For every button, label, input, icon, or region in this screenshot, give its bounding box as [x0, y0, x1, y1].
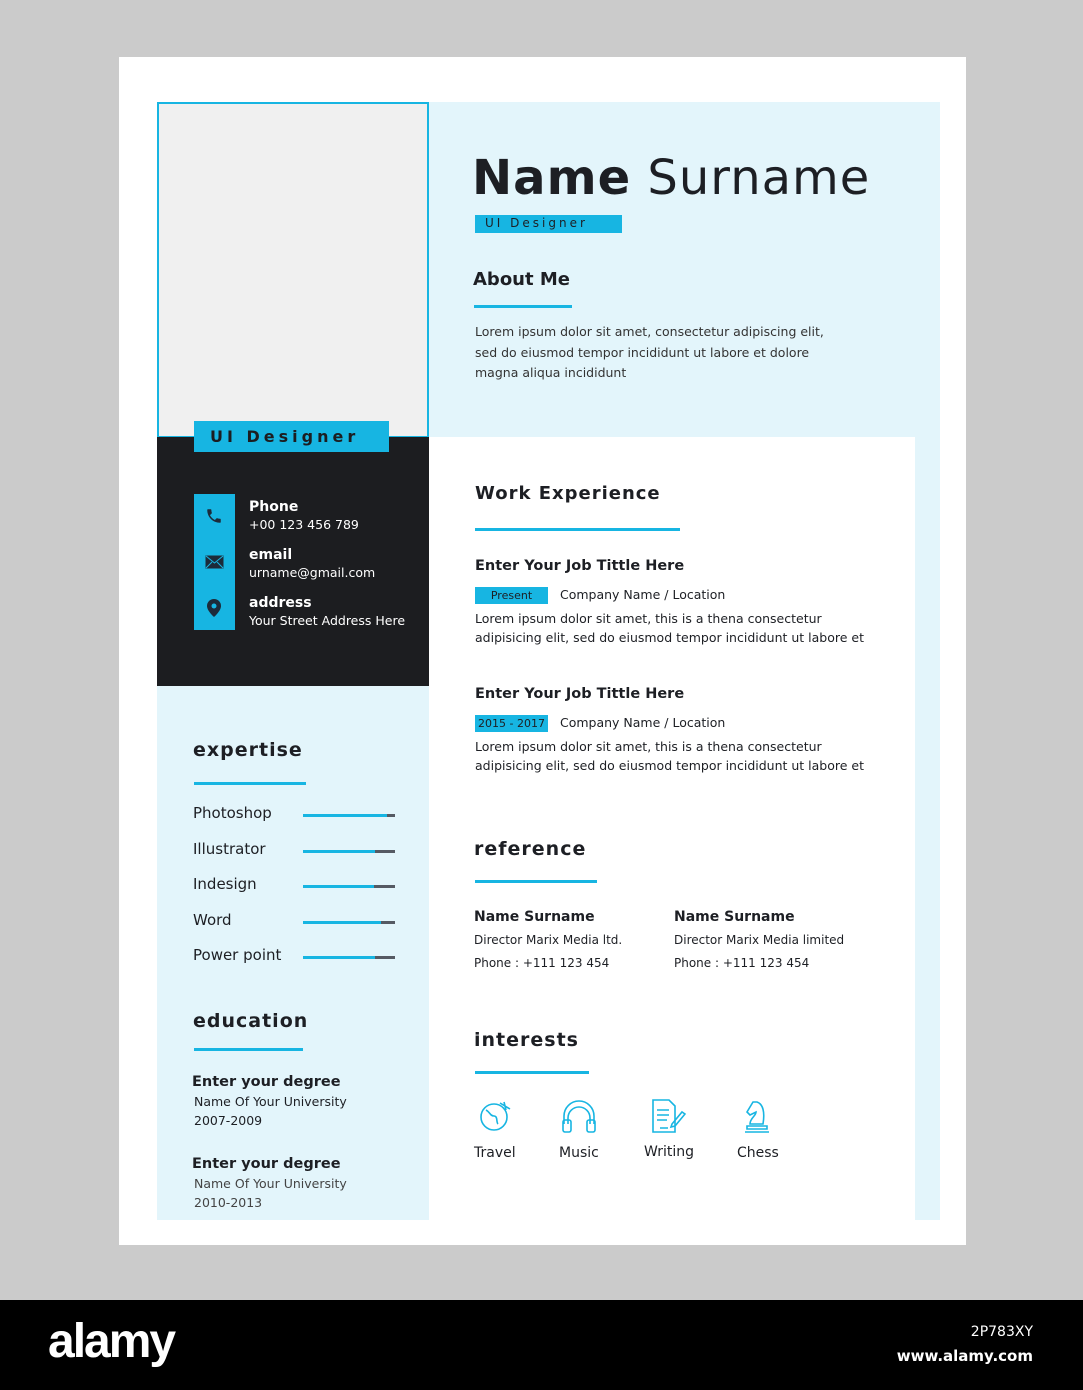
interests-underline [475, 1071, 589, 1074]
skill-bar [303, 956, 395, 959]
company-location: Company Name / Location [559, 714, 726, 730]
school: Name Of Your University [194, 1176, 347, 1191]
interests-heading: interests [474, 1029, 579, 1051]
right-strip [915, 437, 940, 1220]
skill-row [193, 875, 398, 911]
skill-bar [303, 885, 395, 888]
skill-bar [303, 814, 395, 817]
reference-1 [474, 906, 622, 975]
work-underline [475, 528, 680, 531]
travel-icon [478, 1098, 514, 1138]
reference-phone: Phone : +111 123 454 [674, 956, 810, 970]
footer-url[interactable]: www.alamy.com [896, 1347, 1033, 1365]
contact-value[interactable]: urname@gmail.com [249, 565, 376, 580]
interest-label: Music [559, 1145, 599, 1161]
about-line: sed do eiusmod tempor incididunt ut labore et dolore [475, 344, 810, 360]
skill-row [193, 804, 398, 840]
footer-logo: alamy [48, 1315, 175, 1368]
contact-label: Phone [249, 499, 299, 515]
school: Name Of Your University [194, 1094, 347, 1109]
skill-bar [303, 921, 395, 924]
work-heading: Work Experience [475, 483, 661, 504]
first-name: Name [472, 150, 632, 206]
contact-icon-bar [194, 494, 235, 630]
skill-name: Power point [193, 946, 282, 964]
reference-name: Name Surname [674, 909, 795, 925]
about-underline [474, 305, 572, 308]
last-name: Surname [647, 150, 871, 206]
reference-name: Name Surname [474, 909, 595, 925]
interest-label: Chess [737, 1145, 779, 1161]
education-list [192, 1073, 347, 1212]
job-date-badge: 2015 - 2017 [475, 715, 548, 732]
location-pin-icon [207, 599, 221, 617]
about-line: magna aliqua incididunt [475, 365, 627, 380]
skill-bar-fill [303, 850, 375, 853]
interest-label: Travel [474, 1145, 516, 1161]
skill-name: Illustrator [193, 839, 266, 858]
photo-placeholder[interactable] [157, 102, 429, 438]
contact-label: address [249, 595, 312, 611]
contact-list [249, 499, 405, 629]
reference-role: Director Marix Media ltd. [474, 933, 623, 947]
expertise-underline [194, 782, 306, 785]
reference-2 [674, 906, 844, 975]
skill-name: Indesign [193, 875, 257, 893]
phone-icon [205, 507, 223, 525]
skill-bar-fill [303, 956, 375, 959]
reference-heading: reference [474, 838, 587, 860]
skill-name: Photoshop [193, 804, 272, 822]
company-location: Company Name / Location [559, 586, 726, 602]
years: 2007-2009 [194, 1113, 263, 1128]
job-entry [475, 685, 895, 813]
skills-list [193, 804, 398, 982]
contact-value[interactable]: +00 123 456 789 [249, 517, 359, 532]
reference-phone: Phone : +111 123 454 [474, 956, 610, 970]
about-line: Lorem ipsum dolor sit amet, consectetur adipiscing elit, [475, 324, 824, 339]
job-entry [475, 557, 895, 685]
job-list [475, 557, 895, 813]
skill-row [193, 946, 398, 982]
degree: Enter your degree [192, 1156, 341, 1172]
about-text [475, 322, 824, 384]
job-description: Lorem ipsum dolor sit amet, this is a thena consectetur adipisicing elit, sed do eiusmod tempor incididunt ut labore et [475, 738, 865, 773]
reference-underline [475, 880, 597, 883]
contact-phone [249, 499, 405, 547]
photo-title-badge: UI Designer [194, 421, 389, 452]
contact-address [249, 595, 405, 629]
job-description: Lorem ipsum dolor sit amet, this is a thena consectetur adipisicing elit, sed do eiusmod tempor incididunt ut labore et [475, 610, 865, 645]
skill-row [193, 840, 398, 876]
degree: Enter your degree [192, 1074, 341, 1090]
image-id: 2P783XY [970, 1324, 1033, 1340]
skill-bar [303, 850, 395, 853]
skill-name: Word [193, 910, 232, 929]
years: 2010-2013 [194, 1195, 263, 1210]
expertise-heading: expertise [193, 739, 303, 761]
chess-knight-icon [740, 1098, 774, 1138]
interest-label: Writing [644, 1144, 694, 1160]
about-heading: About Me [473, 269, 570, 290]
job-title: Enter Your Job Tittle Here [475, 558, 685, 574]
skill-bar-fill [303, 921, 381, 924]
contact-email [249, 547, 405, 595]
name-heading [472, 150, 870, 206]
footer-bar [0, 1300, 1083, 1390]
education-item [192, 1155, 347, 1212]
mail-icon [205, 555, 224, 569]
skill-bar-fill [303, 885, 374, 888]
job-date-badge: Present [475, 587, 548, 604]
contact-label: email [249, 547, 293, 563]
skill-bar-fill [303, 814, 387, 817]
contact-value: Your Street Address Here [249, 613, 406, 628]
writing-icon [650, 1098, 686, 1138]
reference-role: Director Marix Media limited [674, 933, 845, 947]
job-title: Enter Your Job Tittle Here [475, 686, 685, 702]
education-underline [194, 1048, 303, 1051]
headphones-icon [560, 1098, 598, 1138]
education-item [192, 1073, 347, 1155]
skill-row [193, 911, 398, 947]
job-title-badge: UI Designer [475, 215, 622, 233]
education-heading: education [193, 1010, 309, 1032]
